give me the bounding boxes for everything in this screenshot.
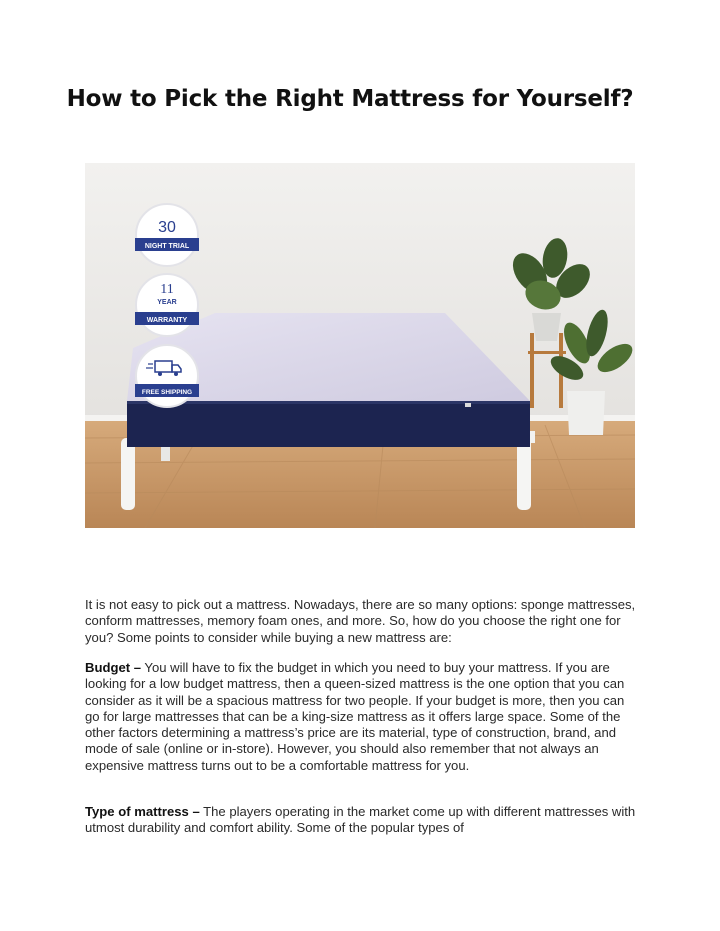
svg-text:YEAR: YEAR (157, 299, 177, 306)
intro-text: It is not easy to pick out a mattress. Nowadays, there are so many options: sponge mattresses, conform mattresses, memory foam ones, and more. So, how do you choose the right one for you? Some points to consider while buying a new mattress are: (85, 597, 636, 645)
svg-text:FREE SHIPPING: FREE SHIPPING (141, 389, 193, 396)
badge-night-trial (135, 204, 199, 266)
type-label: Type of mattress – (85, 804, 200, 819)
badge-free-shipping (135, 345, 199, 407)
budget-text: You will have to fix the budget in which you need to buy your mattress. If you are looking for a low budget mattress, then a queen-sized mattress is the one option that you can consider as it will be a spacious mattress for two people. If your budget is more, then you can go for large mattresses that can be a king-size mattress as it offers large space. Some of the other factors determining a mattress’s price are its material, type of construction, brand, and mode of sale (online or in-store). However, you should also remember that not always an expensive mattress turns out to be a comfortable mattress for you. (85, 660, 625, 773)
mattress-photo (85, 163, 635, 528)
intro-paragraph (85, 597, 637, 646)
svg-text:WARRANTY: WARRANTY (146, 317, 188, 324)
page-title: How to Pick the Right Mattress for Yourself? (66, 86, 634, 112)
badge-11-icon: 11 (160, 282, 174, 297)
type-paragraph (85, 804, 637, 837)
svg-text:NIGHT TRIAL: NIGHT TRIAL (144, 243, 190, 250)
budget-paragraph (85, 660, 637, 774)
budget-label: Budget – (85, 660, 142, 675)
badge-warranty (135, 274, 199, 336)
type-text: The players operating in the market come up with different mattresses with utmost durability and comfort ability. Some of the popular types of (85, 804, 636, 836)
badge-30-icon: 30 (158, 219, 176, 236)
